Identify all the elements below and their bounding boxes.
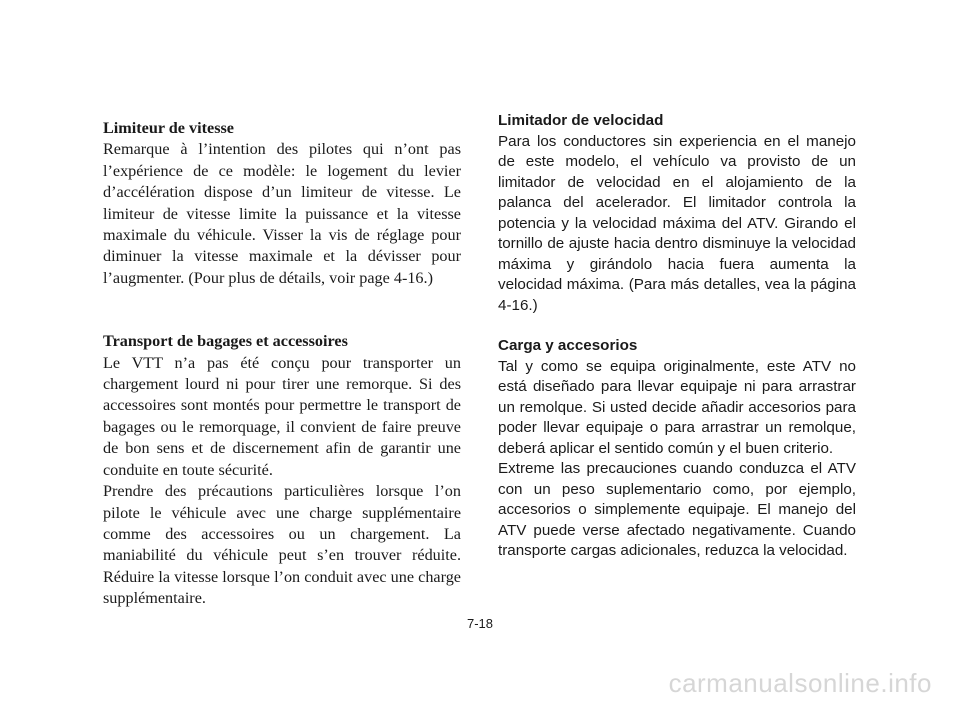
french-column	[103, 118, 461, 610]
section-spacer	[103, 289, 461, 331]
section-title-cargo-es: Carga y accesorios	[498, 337, 638, 354]
section-spacer	[498, 316, 856, 336]
section-body-cargo-fr-1: Le VTT n’a pas été conçu pour transporter un chargement lourd ni pour tirer une remorque. Si des accessoires sont montés pour permettre le transport de bagages ou le remorquage, il convient de faire preuve de bon sens et de discernement afin de garantir une conduite en toute sécurité.	[103, 353, 461, 479]
section-title-cargo-fr: Transport de bagages et accessoires	[103, 332, 348, 351]
section-body-cargo-es-2: Extreme las precauciones cuando conduzca el ATV con un peso suplementario como, por ejemplo, accesorios o simplemente equipaje. El manejo del ATV puede verse afectado negativamente. Cuando transporte cargas adicionales, reduzca la velocidad.	[498, 460, 856, 559]
section-title-speed-limiter-es: Limitador de velocidad	[498, 112, 664, 129]
section-title-speed-limiter-fr: Limiteur de vitesse	[103, 119, 234, 137]
section-body-cargo-fr-2: Prendre des précautions particulières lorsque l’on pilote le véhicule avec une charge supplémentaire comme des accessoires ou un chargement. La maniabilité du véhicule peut s’en trouver réduite. Réduire la vitesse lorsque l’on conduit avec une charge supplémentaire.	[103, 482, 461, 608]
section-body-speed-limiter-fr: Remarque à l’intention des pilotes qui n’ont pas l’expérience de ce modèle: le logement du levier d’accélération dispose d’un limiteur de vitesse. Le limiteur de vitesse limite la puissance et la vitesse maximale du véhicule. Visser la vis de réglage pour diminuer la vitesse maximale et la dévisser pour l’augmenter. (Pour plus de détails, voir page 4-16.)	[103, 140, 461, 287]
section-body-speed-limiter-es: Para los conductores sin experiencia en el manejo de este modelo, el vehículo va provisto de un limitador de velocidad en el alojamiento de la palanca del acelerador. El limitador controla la potencia y la velocidad máxima del ATV. Girando el tornillo de ajuste hacia dentro disminuye la velocidad máxima y girándolo hacia fuera aumenta la velocidad máxima. (Para más detalles, vea la página 4-16.)	[498, 132, 856, 314]
page-number: 7-18	[466, 616, 494, 631]
spanish-column	[498, 111, 856, 562]
section-body-cargo-es-1: Tal y como se equipa originalmente, este ATV no está diseñado para llevar equipaje ni para arrastrar un remolque. Si usted decide añadir accesorios para poder llevar equipaje o para arrastrar un remolque, deberá aplicar el sentido común y el buen criterio.	[498, 357, 856, 457]
watermark: carmanualsonline.info	[668, 668, 932, 698]
